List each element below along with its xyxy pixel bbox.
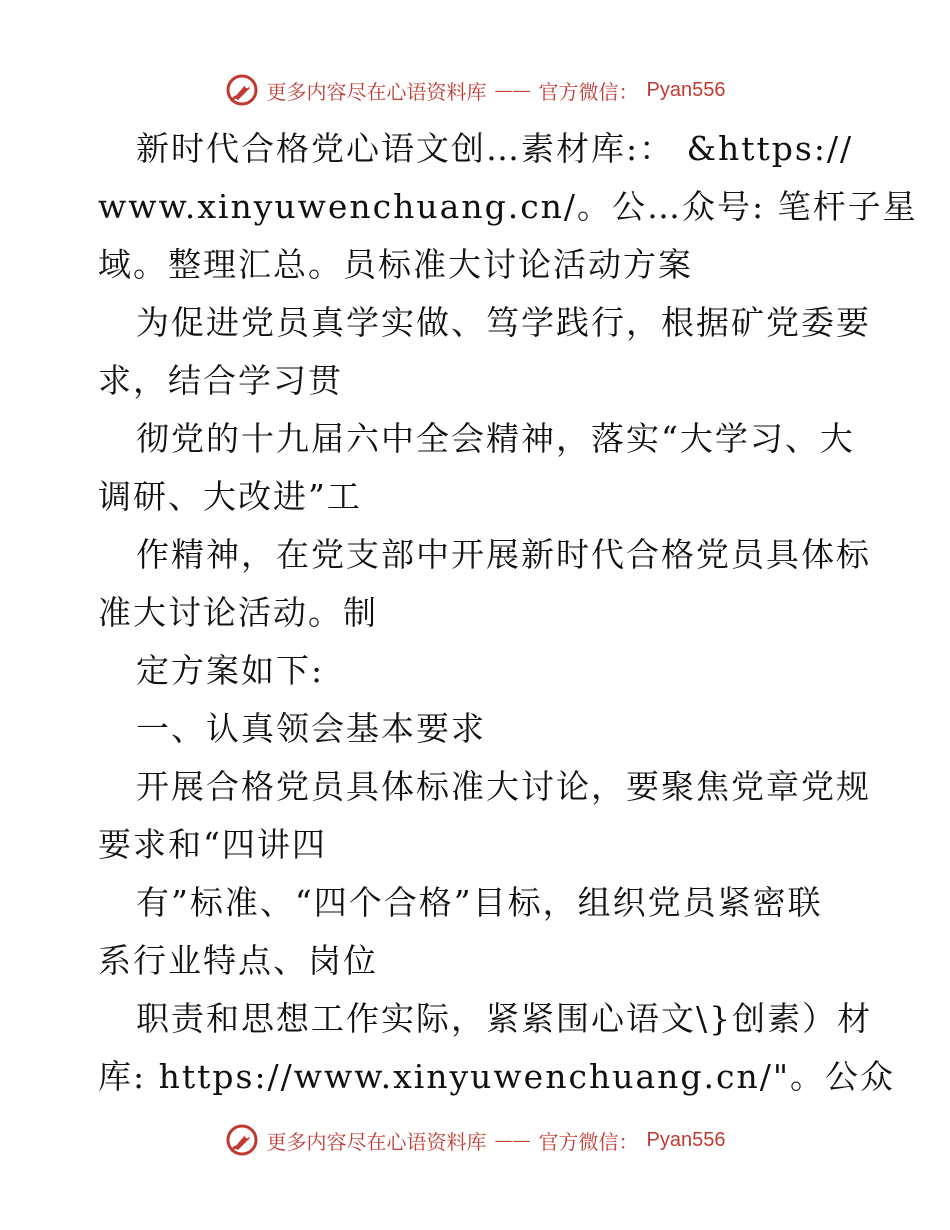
banner-brand-text: 更多内容尽在心语资料库	[266, 1129, 487, 1154]
paragraph	[98, 990, 896, 1106]
banner-separator: ——	[494, 1129, 531, 1151]
text-line: 系行业特点、岗位	[98, 941, 378, 980]
text-line: 求，结合学习贯	[98, 361, 343, 400]
text-line: 库: https://www.xinyuwenchuang.cn/"。公众	[98, 1057, 896, 1096]
text-line: 职责和思想工作实际，紧紧围心语文\}创素）材	[136, 999, 873, 1038]
text-line: 域。整理汇总。员标准大讨论活动方案	[98, 245, 693, 284]
banner-wechat-id: Pyan556	[646, 78, 726, 101]
text-line: 准大讨论活动。制	[98, 593, 378, 632]
text-line: 为促进党员真学实做、笃学践行，根据矿党委要	[136, 303, 871, 342]
text-line: 开展合格党员具体标准大讨论，要聚焦党章党规	[136, 767, 871, 806]
paragraph	[98, 294, 871, 410]
paragraph	[98, 874, 858, 990]
section-heading	[98, 700, 858, 758]
paragraph	[98, 642, 858, 700]
text-line: 新时代合格党心语文创…素材库:： &https://	[136, 129, 854, 168]
pen-nib-logo-icon	[225, 73, 259, 107]
text-line: 作精神，在党支部中开展新时代合格党员具体标	[136, 535, 871, 574]
banner-separator: ——	[494, 79, 531, 101]
banner-wechat-id: Pyan556	[646, 1128, 726, 1151]
footer-banner	[0, 1122, 950, 1158]
text-line: 要求和“四讲四	[98, 825, 327, 864]
paragraph	[98, 410, 858, 526]
text-line: 彻党的十九届六中全会精神，落实“大学习、大	[136, 419, 855, 458]
banner-brand-text: 更多内容尽在心语资料库	[266, 79, 487, 104]
text-line: 有”标准、“四个合格”目标，组织党员紧密联	[136, 883, 823, 922]
paragraph	[98, 120, 918, 294]
banner-official-label: 官方微信：	[538, 79, 639, 104]
text-line: 一、认真领会基本要求	[136, 709, 486, 748]
paragraph	[98, 758, 871, 874]
text-line: www.xinyuwenchuang.cn/。公…众号: 笔杆子星	[98, 187, 918, 226]
paragraph	[98, 526, 871, 642]
pen-nib-logo-icon	[225, 1123, 259, 1157]
header-banner	[0, 72, 950, 108]
text-line: 调研、大改进”工	[98, 477, 362, 516]
text-line: 定方案如下:	[136, 651, 325, 690]
banner-official-label: 官方微信：	[538, 1129, 639, 1154]
document-body	[98, 120, 918, 1106]
